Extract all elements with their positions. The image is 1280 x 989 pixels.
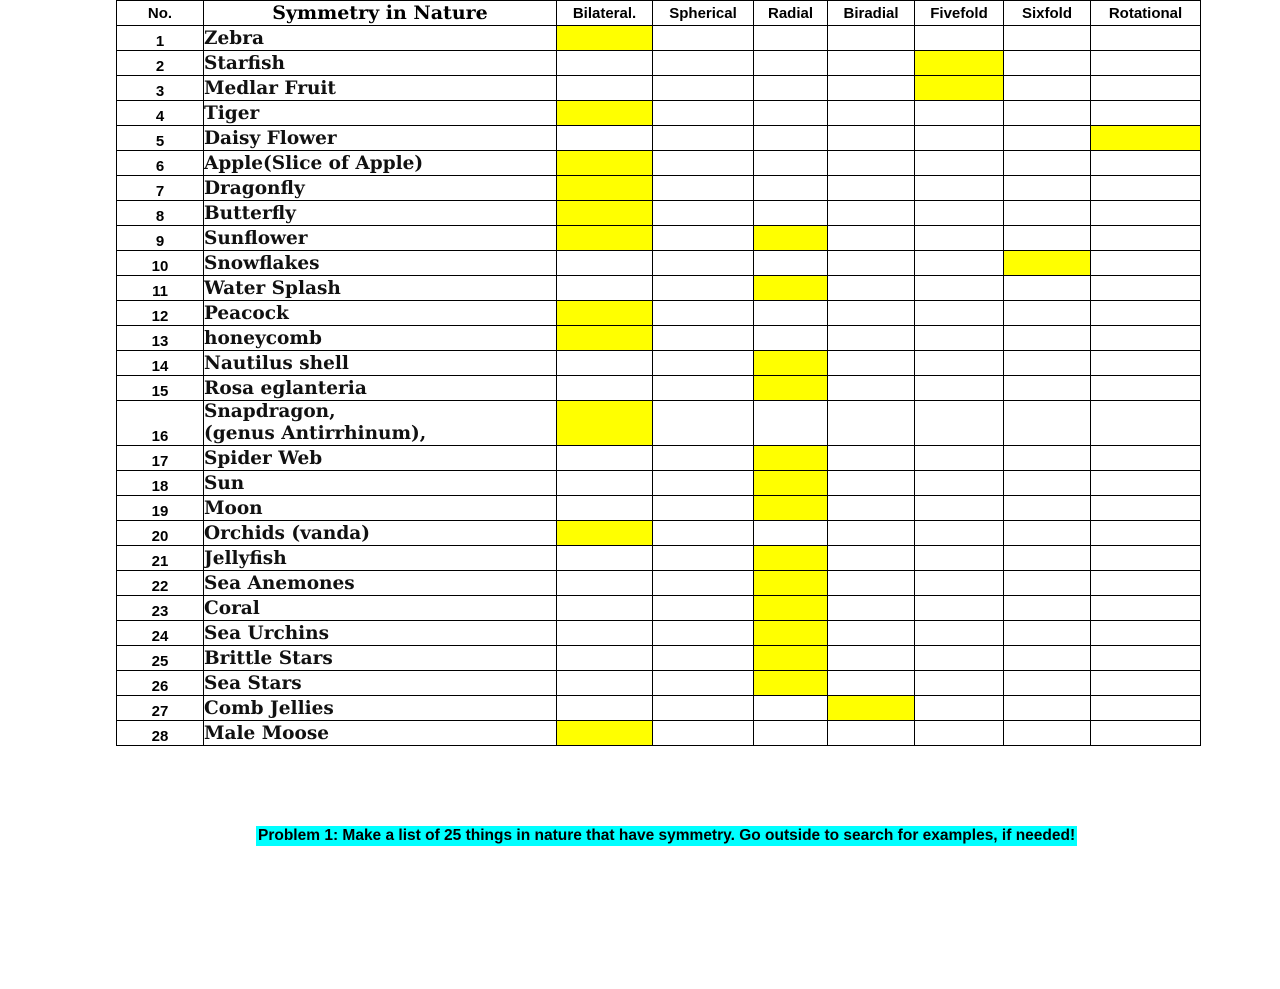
symmetry-mark-cell[interactable] [828,471,915,496]
symmetry-mark-cell[interactable] [915,76,1004,101]
symmetry-mark-cell[interactable] [754,226,828,251]
symmetry-mark-cell[interactable] [557,176,653,201]
table-row [117,151,1201,176]
symmetry-mark-cell[interactable] [557,226,653,251]
symmetry-mark-cell[interactable] [915,126,1004,151]
symmetry-mark-cell[interactable] [1091,471,1201,496]
symmetry-mark-cell[interactable] [1091,546,1201,571]
symmetry-mark-cell[interactable] [915,276,1004,301]
table-row [117,26,1201,51]
item-name-cell[interactable]: Medlar Fruit [204,76,557,101]
row-number-cell[interactable]: 20 [117,521,204,546]
symmetry-mark-cell[interactable] [1004,151,1091,176]
symmetry-mark-cell[interactable] [653,76,754,101]
symmetry-mark-cell[interactable] [915,471,1004,496]
table-row [117,351,1201,376]
symmetry-mark-cell[interactable] [1091,696,1201,721]
item-name-cell[interactable]: Moon [204,496,557,521]
symmetry-mark-cell[interactable] [1004,226,1091,251]
item-name-cell[interactable]: Daisy Flower [204,126,557,151]
symmetry-mark-cell[interactable] [1091,101,1201,126]
symmetry-mark-cell[interactable] [653,276,754,301]
symmetry-mark-cell[interactable] [828,251,915,276]
symmetry-mark-cell[interactable] [828,326,915,351]
symmetry-mark-cell[interactable] [915,571,1004,596]
symmetry-mark-cell[interactable] [1004,471,1091,496]
symmetry-mark-cell[interactable] [754,51,828,76]
symmetry-mark-cell[interactable] [915,671,1004,696]
header-radial[interactable]: Radial [754,1,828,26]
symmetry-mark-cell[interactable] [1004,26,1091,51]
symmetry-mark-cell[interactable] [1091,521,1201,546]
symmetry-mark-cell[interactable] [1091,276,1201,301]
header-spherical[interactable]: Spherical [653,1,754,26]
symmetry-mark-cell[interactable] [1004,276,1091,301]
item-name-cell[interactable]: Sea Anemones [204,571,557,596]
symmetry-mark-cell[interactable] [915,546,1004,571]
symmetry-mark-cell[interactable] [557,671,653,696]
symmetry-mark-cell[interactable] [915,176,1004,201]
symmetry-mark-cell[interactable] [1091,326,1201,351]
symmetry-mark-cell[interactable] [1091,646,1201,671]
symmetry-mark-cell[interactable] [754,151,828,176]
symmetry-mark-cell[interactable] [1004,201,1091,226]
symmetry-mark-cell[interactable] [1004,301,1091,326]
symmetry-mark-cell[interactable] [828,376,915,401]
symmetry-mark-cell[interactable] [653,251,754,276]
symmetry-mark-cell[interactable] [828,151,915,176]
symmetry-mark-cell[interactable] [1004,446,1091,471]
symmetry-mark-cell[interactable] [915,696,1004,721]
row-number-cell[interactable]: 19 [117,496,204,521]
row-number-cell[interactable]: 3 [117,76,204,101]
table-row [117,51,1201,76]
symmetry-mark-cell[interactable] [1091,226,1201,251]
row-number-cell[interactable]: 5 [117,126,204,151]
row-number-cell[interactable]: 2 [117,51,204,76]
symmetry-mark-cell[interactable] [557,721,653,746]
row-number-cell[interactable]: 9 [117,226,204,251]
symmetry-mark-cell[interactable] [1091,151,1201,176]
symmetry-mark-cell[interactable] [828,546,915,571]
symmetry-mark-cell[interactable] [915,446,1004,471]
item-name-cell[interactable]: Nautilus shell [204,351,557,376]
item-name-cell[interactable]: Peacock [204,301,557,326]
symmetry-mark-cell[interactable] [828,596,915,621]
symmetry-mark-cell[interactable] [828,101,915,126]
item-name-cell[interactable]: Dragonfly [204,176,557,201]
table-row [117,721,1201,746]
symmetry-mark-cell[interactable] [1091,671,1201,696]
row-number-cell[interactable]: 21 [117,546,204,571]
symmetry-mark-cell[interactable] [557,326,653,351]
item-name-cell[interactable]: Spider Web [204,446,557,471]
symmetry-mark-cell[interactable] [557,571,653,596]
symmetry-mark-cell[interactable] [915,101,1004,126]
symmetry-mark-cell[interactable] [653,26,754,51]
symmetry-mark-cell[interactable] [828,26,915,51]
symmetry-mark-cell[interactable] [754,301,828,326]
table-row [117,376,1201,401]
symmetry-mark-cell[interactable] [557,276,653,301]
item-name-cell[interactable]: Sea Stars [204,671,557,696]
row-number-cell[interactable]: 8 [117,201,204,226]
symmetry-mark-cell[interactable] [754,721,828,746]
item-name-cell[interactable]: Brittle Stars [204,646,557,671]
symmetry-mark-cell[interactable] [828,696,915,721]
symmetry-mark-cell[interactable] [754,276,828,301]
table-row [117,126,1201,151]
symmetry-mark-cell[interactable] [828,671,915,696]
row-number-cell[interactable]: 10 [117,251,204,276]
item-name-cell[interactable]: Comb Jellies [204,696,557,721]
symmetry-mark-cell[interactable] [915,521,1004,546]
row-number-cell[interactable]: 16 [117,401,204,446]
symmetry-mark-cell[interactable] [754,471,828,496]
row-number-cell[interactable]: 6 [117,151,204,176]
header-row [117,1,1201,26]
symmetry-mark-cell[interactable] [1091,401,1201,446]
symmetry-mark-cell[interactable] [754,26,828,51]
symmetry-mark-cell[interactable] [653,496,754,521]
symmetry-mark-cell[interactable] [754,401,828,446]
symmetry-mark-cell[interactable] [653,201,754,226]
symmetry-mark-cell[interactable] [653,151,754,176]
symmetry-mark-cell[interactable] [1091,26,1201,51]
table-row [117,696,1201,721]
symmetry-mark-cell[interactable] [557,126,653,151]
symmetry-mark-cell[interactable] [653,176,754,201]
symmetry-mark-cell[interactable] [557,446,653,471]
symmetry-mark-cell[interactable] [557,26,653,51]
symmetry-mark-cell[interactable] [754,326,828,351]
symmetry-mark-cell[interactable] [754,546,828,571]
symmetry-mark-cell[interactable] [557,596,653,621]
item-name-cell[interactable]: honeycomb [204,326,557,351]
table-row [117,671,1201,696]
symmetry-mark-cell[interactable] [557,621,653,646]
symmetry-mark-cell[interactable] [653,51,754,76]
symmetry-mark-cell[interactable] [754,646,828,671]
table-row [117,446,1201,471]
symmetry-mark-cell[interactable] [828,571,915,596]
symmetry-mark-cell[interactable] [915,201,1004,226]
symmetry-mark-cell[interactable] [1091,446,1201,471]
symmetry-mark-cell[interactable] [557,201,653,226]
symmetry-mark-cell[interactable] [915,721,1004,746]
symmetry-mark-cell[interactable] [653,446,754,471]
item-name-cell[interactable]: Water Splash [204,276,557,301]
table-row [117,76,1201,101]
symmetry-mark-cell[interactable] [754,596,828,621]
table-row [117,571,1201,596]
table-row [117,621,1201,646]
symmetry-mark-cell[interactable] [1004,176,1091,201]
symmetry-mark-cell[interactable] [1091,126,1201,151]
symmetry-mark-cell[interactable] [1091,721,1201,746]
symmetry-mark-cell[interactable] [653,126,754,151]
symmetry-mark-cell[interactable] [1004,51,1091,76]
symmetry-mark-cell[interactable] [653,401,754,446]
symmetry-mark-cell[interactable] [754,696,828,721]
symmetry-mark-cell[interactable] [915,301,1004,326]
symmetry-mark-cell[interactable] [915,401,1004,446]
symmetry-mark-cell[interactable] [557,301,653,326]
symmetry-mark-cell[interactable] [557,151,653,176]
row-number-cell[interactable]: 11 [117,276,204,301]
symmetry-mark-cell[interactable] [828,446,915,471]
symmetry-mark-cell[interactable] [653,376,754,401]
symmetry-mark-cell[interactable] [828,721,915,746]
symmetry-mark-cell[interactable] [1091,76,1201,101]
row-number-cell[interactable]: 25 [117,646,204,671]
header-title[interactable]: Symmetry in Nature [204,1,557,26]
symmetry-mark-cell[interactable] [828,201,915,226]
item-name-cell[interactable]: Sunflower [204,226,557,251]
symmetry-mark-cell[interactable] [653,226,754,251]
table-row [117,226,1201,251]
table-row [117,276,1201,301]
item-name-cell[interactable]: Rosa eglanteria [204,376,557,401]
symmetry-mark-cell[interactable] [754,126,828,151]
item-name-cell[interactable]: Male Moose [204,721,557,746]
symmetry-mark-cell[interactable] [557,401,653,446]
row-number-cell[interactable]: 14 [117,351,204,376]
symmetry-mark-cell[interactable] [1091,251,1201,276]
symmetry-mark-cell[interactable] [915,621,1004,646]
table-row [117,596,1201,621]
symmetry-mark-cell[interactable] [1091,376,1201,401]
table-row [117,301,1201,326]
symmetry-mark-cell[interactable] [915,226,1004,251]
symmetry-mark-cell[interactable] [754,671,828,696]
symmetry-mark-cell[interactable] [828,176,915,201]
item-name-cell[interactable]: Butterfly [204,201,557,226]
symmetry-mark-cell[interactable] [653,571,754,596]
symmetry-mark-cell[interactable] [754,571,828,596]
symmetry-mark-cell[interactable] [1091,301,1201,326]
symmetry-mark-cell[interactable] [1091,351,1201,376]
symmetry-mark-cell[interactable] [1004,546,1091,571]
header-biradial[interactable]: Biradial [828,1,915,26]
symmetry-mark-cell[interactable] [557,521,653,546]
symmetry-mark-cell[interactable] [915,496,1004,521]
symmetry-mark-cell[interactable] [1091,176,1201,201]
symmetry-mark-cell[interactable] [754,621,828,646]
symmetry-mark-cell[interactable] [754,201,828,226]
row-number-cell[interactable]: 7 [117,176,204,201]
symmetry-mark-cell[interactable] [1091,596,1201,621]
symmetry-mark-cell[interactable] [1004,101,1091,126]
symmetry-mark-cell[interactable] [653,351,754,376]
symmetry-mark-cell[interactable] [828,496,915,521]
symmetry-mark-cell[interactable] [653,471,754,496]
symmetry-mark-cell[interactable] [557,76,653,101]
symmetry-mark-cell[interactable] [1004,496,1091,521]
symmetry-mark-cell[interactable] [557,646,653,671]
table-body [117,26,1201,746]
symmetry-mark-cell[interactable] [754,376,828,401]
item-name-cell[interactable]: Snapdragon, (genus Antirrhinum), [204,401,557,446]
symmetry-mark-cell[interactable] [1004,521,1091,546]
row-number-cell[interactable]: 1 [117,26,204,51]
header-rotational[interactable]: Rotational [1091,1,1201,26]
symmetry-mark-cell[interactable] [653,546,754,571]
symmetry-mark-cell[interactable] [653,521,754,546]
symmetry-mark-cell[interactable] [1004,251,1091,276]
table-row [117,646,1201,671]
symmetry-mark-cell[interactable] [915,646,1004,671]
symmetry-mark-cell[interactable] [1091,621,1201,646]
row-number-cell[interactable]: 15 [117,376,204,401]
table-row [117,176,1201,201]
symmetry-mark-cell[interactable] [915,596,1004,621]
symmetry-mark-cell[interactable] [754,496,828,521]
row-number-cell[interactable]: 28 [117,721,204,746]
symmetry-mark-cell[interactable] [653,671,754,696]
row-number-cell[interactable]: 17 [117,446,204,471]
symmetry-mark-cell[interactable] [915,251,1004,276]
row-number-cell[interactable]: 12 [117,301,204,326]
symmetry-table [116,0,1201,746]
table-row [117,326,1201,351]
symmetry-mark-cell[interactable] [828,276,915,301]
table-row [117,201,1201,226]
symmetry-mark-cell[interactable] [1004,696,1091,721]
header-sixfold[interactable]: Sixfold [1004,1,1091,26]
symmetry-mark-cell[interactable] [557,696,653,721]
symmetry-mark-cell[interactable] [915,26,1004,51]
symmetry-mark-cell[interactable] [915,351,1004,376]
symmetry-mark-cell[interactable] [1004,126,1091,151]
table-row [117,101,1201,126]
symmetry-mark-cell[interactable] [1004,671,1091,696]
symmetry-mark-cell[interactable] [1004,326,1091,351]
symmetry-mark-cell[interactable] [557,251,653,276]
item-name-cell[interactable]: Starfish [204,51,557,76]
symmetry-mark-cell[interactable] [557,101,653,126]
symmetry-mark-cell[interactable] [828,76,915,101]
symmetry-mark-cell[interactable] [653,301,754,326]
symmetry-mark-cell[interactable] [557,51,653,76]
item-name-cell[interactable]: Orchids (vanda) [204,521,557,546]
symmetry-mark-cell[interactable] [828,521,915,546]
table-row [117,546,1201,571]
symmetry-mark-cell[interactable] [1004,376,1091,401]
symmetry-mark-cell[interactable] [653,596,754,621]
symmetry-mark-cell[interactable] [653,721,754,746]
symmetry-mark-cell[interactable] [754,521,828,546]
symmetry-mark-cell[interactable] [1091,201,1201,226]
row-number-cell[interactable]: 4 [117,101,204,126]
header-no[interactable]: No. [117,1,204,26]
symmetry-mark-cell[interactable] [557,471,653,496]
symmetry-mark-cell[interactable] [828,51,915,76]
row-number-cell[interactable]: 24 [117,621,204,646]
symmetry-mark-cell[interactable] [653,696,754,721]
symmetry-mark-cell[interactable] [1004,571,1091,596]
symmetry-mark-cell[interactable] [828,226,915,251]
row-number-cell[interactable]: 27 [117,696,204,721]
table-row [117,521,1201,546]
symmetry-mark-cell[interactable] [653,621,754,646]
symmetry-mark-cell[interactable] [754,101,828,126]
symmetry-mark-cell[interactable] [1091,571,1201,596]
symmetry-mark-cell[interactable] [828,351,915,376]
symmetry-mark-cell[interactable] [1091,51,1201,76]
symmetry-mark-cell[interactable] [915,151,1004,176]
symmetry-mark-cell[interactable] [1004,351,1091,376]
row-number-cell[interactable]: 13 [117,326,204,351]
row-number-cell[interactable]: 26 [117,671,204,696]
item-name-cell[interactable]: Coral [204,596,557,621]
header-fivefold[interactable]: Fivefold [915,1,1004,26]
table-row [117,251,1201,276]
symmetry-mark-cell[interactable] [915,326,1004,351]
symmetry-mark-cell[interactable] [828,401,915,446]
symmetry-mark-cell[interactable] [754,351,828,376]
symmetry-mark-cell[interactable] [1004,596,1091,621]
item-name-cell[interactable]: Jellyfish [204,546,557,571]
symmetry-mark-cell[interactable] [828,621,915,646]
table-row [117,496,1201,521]
symmetry-mark-cell[interactable] [828,646,915,671]
symmetry-mark-cell[interactable] [653,326,754,351]
symmetry-mark-cell[interactable] [653,101,754,126]
row-number-cell[interactable]: 22 [117,571,204,596]
symmetry-mark-cell[interactable] [557,376,653,401]
row-number-cell[interactable]: 18 [117,471,204,496]
symmetry-mark-cell[interactable] [557,351,653,376]
item-name-cell[interactable]: Sun [204,471,557,496]
item-name-cell[interactable]: Apple(Slice of Apple) [204,151,557,176]
item-name-cell[interactable]: Zebra [204,26,557,51]
header-bilateral[interactable]: Bilateral. [557,1,653,26]
symmetry-mark-cell[interactable] [557,546,653,571]
problem-note: Problem 1: Make a list of 25 things in nature that have symmetry. Go outside to search for examples, if needed! [258,827,1076,844]
symmetry-mark-cell[interactable] [754,446,828,471]
row-number-cell[interactable]: 23 [117,596,204,621]
symmetry-mark-cell[interactable] [754,76,828,101]
symmetry-mark-cell[interactable] [557,496,653,521]
symmetry-mark-cell[interactable] [1091,496,1201,521]
symmetry-mark-cell[interactable] [754,251,828,276]
symmetry-mark-cell[interactable] [1004,721,1091,746]
symmetry-mark-cell[interactable] [1004,76,1091,101]
symmetry-mark-cell[interactable] [915,376,1004,401]
item-name-cell[interactable]: Sea Urchins [204,621,557,646]
symmetry-mark-cell[interactable] [1004,621,1091,646]
symmetry-mark-cell[interactable] [1004,401,1091,446]
symmetry-mark-cell[interactable] [828,301,915,326]
item-name-cell[interactable]: Tiger [204,101,557,126]
symmetry-mark-cell[interactable] [653,646,754,671]
table-row [117,401,1201,446]
symmetry-mark-cell[interactable] [828,126,915,151]
symmetry-mark-cell[interactable] [915,51,1004,76]
item-name-cell[interactable]: Snowflakes [204,251,557,276]
symmetry-mark-cell[interactable] [754,176,828,201]
table-row [117,471,1201,496]
symmetry-mark-cell[interactable] [1004,646,1091,671]
